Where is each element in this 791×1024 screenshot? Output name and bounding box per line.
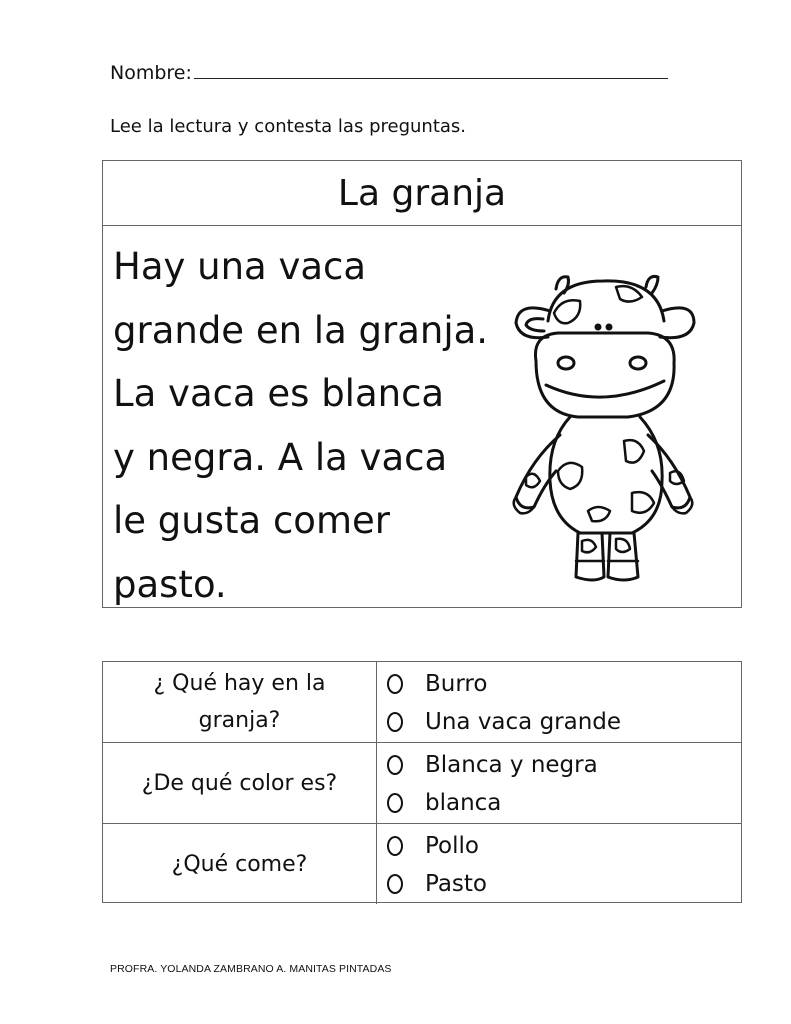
cow-illustration	[498, 271, 708, 591]
answer-option[interactable]	[385, 865, 741, 903]
answer-option[interactable]	[385, 827, 741, 865]
option-label: Burro	[425, 671, 488, 697]
reading-line: y negra. A la vaca	[113, 435, 448, 479]
answer-option[interactable]	[385, 746, 741, 784]
option-label: Pollo	[425, 833, 479, 859]
name-blank-line[interactable]	[194, 60, 668, 79]
reading-line: grande en la granja.	[113, 308, 489, 352]
question-text	[103, 743, 377, 823]
question-line: granja?	[198, 708, 281, 733]
answer-options	[377, 662, 741, 742]
reading-line: le gusta comer	[113, 499, 390, 542]
reading-line: Hay una vaca	[113, 245, 367, 288]
reading-title: La granja	[103, 161, 741, 226]
question-line: ¿Qué come?	[171, 851, 308, 877]
answer-option[interactable]	[385, 665, 741, 703]
reading-box	[102, 160, 742, 608]
answer-bubble[interactable]	[387, 793, 403, 813]
question-text	[103, 824, 377, 904]
footer-credit: PROFRA. YOLANDA ZAMBRANO A. MANITAS PINTADAS	[110, 963, 392, 975]
option-label: Blanca y negra	[425, 752, 598, 778]
answer-bubble[interactable]	[387, 674, 403, 694]
question-text	[103, 662, 377, 742]
questions-table	[102, 661, 742, 903]
answer-bubble[interactable]	[387, 874, 403, 894]
question-row	[103, 662, 741, 743]
answer-option[interactable]	[385, 703, 741, 741]
question-row	[103, 743, 741, 824]
answer-bubble[interactable]	[387, 836, 403, 856]
question-line: ¿De qué color es?	[141, 770, 338, 796]
name-field[interactable]	[110, 60, 668, 84]
question-line: ¿ Qué hay en la	[153, 671, 326, 696]
name-label: Nombre:	[110, 62, 192, 84]
reading-line: pasto.	[113, 562, 227, 606]
option-label: Una vaca grande	[425, 709, 622, 735]
option-label: blanca	[425, 790, 502, 816]
answer-option[interactable]	[385, 784, 741, 822]
answer-bubble[interactable]	[387, 712, 403, 732]
answer-options	[377, 824, 741, 904]
answer-bubble[interactable]	[387, 755, 403, 775]
answer-options	[377, 743, 741, 823]
instructions: Lee la lectura y contesta las preguntas.	[110, 116, 467, 137]
question-row	[103, 824, 741, 904]
reading-text	[113, 235, 488, 616]
option-label: Pasto	[425, 871, 488, 897]
reading-line: La vaca es blanca	[113, 372, 445, 415]
